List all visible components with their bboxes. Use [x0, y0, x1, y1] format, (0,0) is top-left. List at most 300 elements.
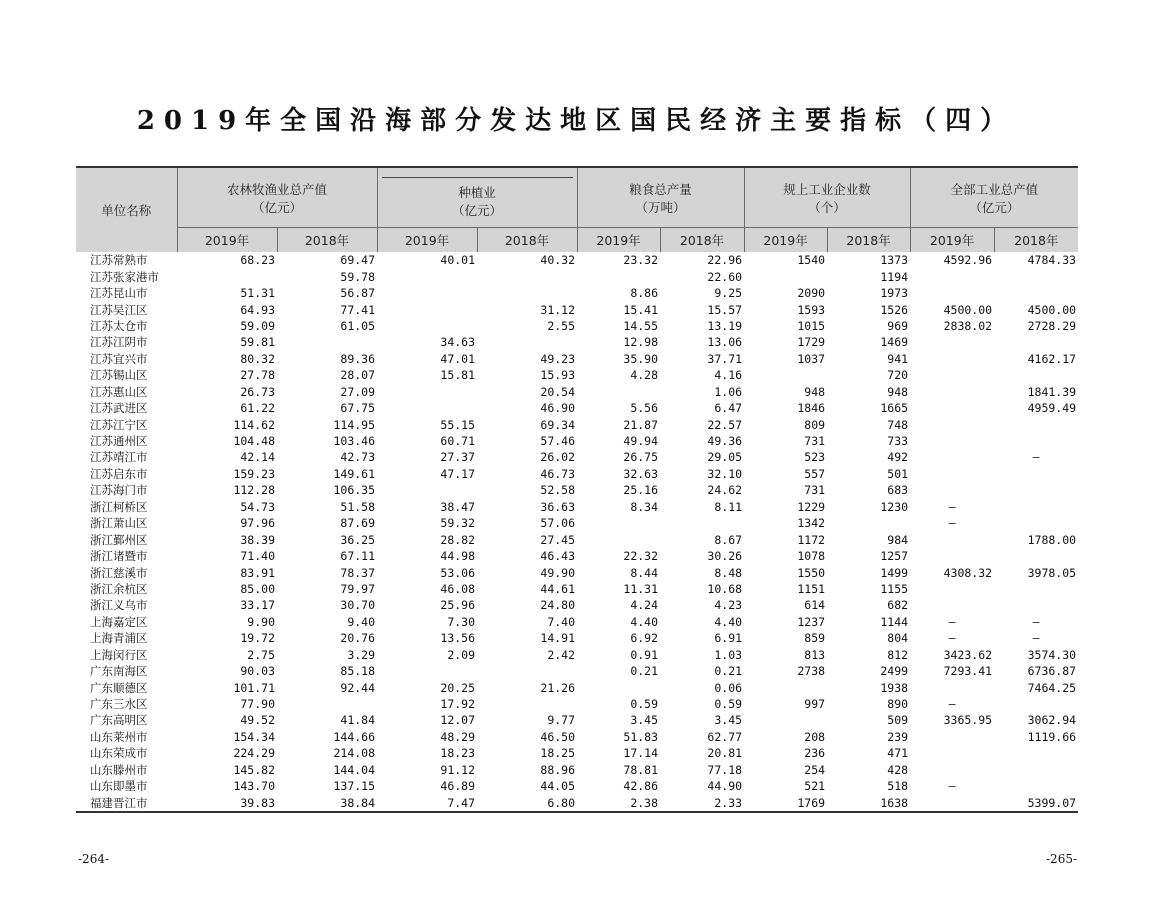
- value-cell: [910, 581, 994, 597]
- value-cell: 8.34: [630, 499, 659, 514]
- value-cell: 54.73: [240, 499, 275, 514]
- value-cell: 19.72: [240, 631, 275, 646]
- value-cell: 804: [887, 631, 909, 646]
- value-cell: 3062.94: [1027, 713, 1077, 728]
- value-cell: [910, 334, 994, 350]
- value-cell: 38.84: [277, 794, 377, 811]
- value-cell: [377, 301, 477, 317]
- value-cell: [744, 712, 827, 728]
- header-group-crop-label: 种植业 （亿元）: [382, 177, 573, 219]
- value-cell: 9.90: [247, 614, 275, 629]
- value-cell: 7.30: [447, 614, 476, 629]
- header-group-grain: [577, 167, 744, 228]
- value-cell: 44.98: [440, 549, 476, 564]
- value-cell: 8.11: [714, 499, 743, 514]
- value-cell: 79.97: [340, 581, 376, 596]
- header-year: 2019年: [577, 228, 660, 253]
- unit-name-cell: 江苏张家港市: [90, 269, 159, 284]
- value-cell: 71.40: [240, 549, 275, 564]
- value-cell: [994, 745, 1078, 761]
- value-cell: 24.62: [707, 483, 743, 498]
- table-row: [76, 630, 1078, 646]
- value-cell: 85.00: [240, 581, 275, 596]
- value-cell: 1194: [880, 269, 909, 284]
- page-number-right: -265-: [1046, 852, 1078, 866]
- unit-name-cell: 广东南海区: [90, 664, 148, 679]
- value-cell: 21.87: [623, 417, 659, 432]
- value-cell: [994, 466, 1078, 482]
- value-cell: 748: [887, 417, 909, 432]
- value-cell: 32.10: [707, 466, 743, 481]
- header-year: 2019年: [177, 228, 277, 253]
- value-cell: 13.56: [440, 631, 476, 646]
- value-cell: 61.22: [240, 401, 275, 416]
- header-year: 2018年: [477, 228, 577, 253]
- value-cell: 4308.32: [943, 565, 993, 580]
- value-cell: [910, 482, 994, 498]
- unit-name-cell: 江苏武进区: [90, 401, 148, 416]
- value-cell: 4500.00: [943, 302, 993, 317]
- value-cell: 17.92: [440, 697, 476, 712]
- value-cell: [910, 597, 994, 613]
- value-cell: 35.90: [623, 351, 659, 366]
- value-cell: [994, 334, 1078, 350]
- unit-name-cell: 广东顺德区: [90, 680, 148, 695]
- value-cell: 5399.07: [994, 794, 1078, 811]
- value-cell: 4.40: [630, 614, 659, 629]
- value-cell: 15.57: [707, 302, 743, 317]
- value-cell: 0.21: [630, 664, 659, 679]
- value-cell: 6.91: [714, 631, 743, 646]
- table-row: [76, 515, 1078, 531]
- unit-name-cell: 浙江余杭区: [90, 581, 148, 596]
- value-cell: 27.09: [340, 384, 376, 399]
- value-cell: –: [948, 779, 956, 794]
- table-row: [76, 367, 1078, 383]
- value-cell: 859: [804, 631, 826, 646]
- value-cell: [910, 351, 994, 367]
- value-cell: 112.28: [233, 483, 275, 498]
- value-cell: 984: [887, 532, 909, 547]
- header-group-industry: [910, 167, 1078, 228]
- value-cell: 30.26: [707, 549, 743, 564]
- table-row: [76, 416, 1078, 432]
- value-cell: 24.80: [540, 598, 576, 613]
- value-cell: [377, 482, 477, 498]
- value-cell: 27.78: [240, 368, 275, 383]
- value-cell: [477, 663, 577, 679]
- value-cell: 1638: [827, 794, 910, 811]
- value-cell: 39.83: [177, 794, 277, 811]
- value-cell: 3978.05: [1027, 565, 1077, 580]
- value-cell: 4959.49: [1027, 401, 1077, 416]
- value-cell: 26.73: [240, 384, 275, 399]
- unit-name-cell: 江苏常熟市: [90, 253, 148, 268]
- value-cell: 17.14: [623, 746, 659, 761]
- value-cell: 4.16: [714, 368, 743, 383]
- value-cell: 1237: [797, 614, 826, 629]
- value-cell: 2738: [797, 664, 826, 679]
- value-cell: 3.45: [630, 713, 659, 728]
- value-cell: 57.06: [540, 516, 576, 531]
- value-cell: [277, 334, 377, 350]
- value-cell: 20.25: [440, 680, 476, 695]
- value-cell: [910, 548, 994, 564]
- header-year: 2018年: [277, 228, 377, 253]
- value-cell: [994, 268, 1078, 284]
- value-cell: [994, 696, 1078, 712]
- value-cell: 1846: [797, 401, 826, 416]
- value-cell: 49.36: [707, 434, 743, 449]
- value-cell: 143.70: [233, 779, 275, 794]
- value-cell: 428: [887, 762, 909, 777]
- value-cell: 59.78: [340, 269, 376, 284]
- unit-name-cell: 山东莱州市: [90, 729, 148, 744]
- value-cell: 4.40: [714, 614, 743, 629]
- table-row: [76, 482, 1078, 498]
- value-cell: 34.63: [440, 335, 476, 350]
- value-cell: 27.37: [440, 450, 476, 465]
- value-cell: [477, 268, 577, 284]
- value-cell: 20.81: [707, 746, 743, 761]
- value-cell: [910, 384, 994, 400]
- value-cell: [994, 285, 1078, 301]
- value-cell: 64.93: [240, 302, 275, 317]
- value-cell: 41.84: [340, 713, 376, 728]
- value-cell: 42.14: [240, 450, 275, 465]
- unit-name-cell: 广东三水区: [90, 697, 148, 712]
- value-cell: [377, 384, 477, 400]
- value-cell: 28.82: [440, 532, 476, 547]
- unit-name-cell: 山东荣成市: [90, 746, 148, 761]
- value-cell: 2.75: [247, 647, 275, 662]
- value-cell: 557: [804, 466, 826, 481]
- value-cell: 0.91: [630, 647, 659, 662]
- unit-name-cell: 江苏锡山区: [90, 368, 148, 383]
- value-cell: 62.77: [707, 729, 743, 744]
- value-cell: 2728.29: [1027, 318, 1077, 333]
- value-cell: [377, 285, 477, 301]
- value-cell: 731: [804, 434, 826, 449]
- header-group-grain-label: 粮食总产量 （万吨）: [629, 181, 692, 215]
- value-cell: 2.55: [547, 318, 576, 333]
- value-cell: [994, 499, 1078, 515]
- table-row: [76, 449, 1078, 465]
- value-cell: 46.90: [540, 401, 576, 416]
- value-cell: 2.38: [577, 794, 660, 811]
- value-cell: 812: [887, 647, 909, 662]
- value-cell: 1342: [797, 516, 826, 531]
- value-cell: [577, 384, 660, 400]
- value-cell: [910, 367, 994, 383]
- table-row: [76, 679, 1078, 695]
- value-cell: 1144: [880, 614, 909, 629]
- value-cell: 103.46: [333, 434, 376, 449]
- value-cell: 3574.30: [1027, 647, 1077, 662]
- value-cell: [994, 597, 1078, 613]
- value-cell: [994, 482, 1078, 498]
- table-row: [76, 745, 1078, 761]
- value-cell: 0.59: [714, 697, 743, 712]
- value-cell: 1257: [880, 549, 909, 564]
- indicator-table: [76, 166, 1078, 813]
- unit-name-cell: 浙江义乌市: [90, 598, 148, 613]
- value-cell: 4592.96: [943, 253, 993, 268]
- value-cell: 106.35: [333, 483, 376, 498]
- value-cell: 1037: [797, 351, 826, 366]
- value-cell: [910, 729, 994, 745]
- unit-name-cell: 浙江慈溪市: [90, 565, 148, 580]
- value-cell: 4784.33: [1027, 253, 1077, 268]
- value-cell: 1526: [880, 302, 909, 317]
- value-cell: 0.06: [714, 680, 743, 695]
- value-cell: 1172: [797, 532, 826, 547]
- table-row: [76, 318, 1078, 334]
- value-cell: 78.81: [623, 762, 659, 777]
- value-cell: 59.32: [440, 516, 476, 531]
- value-cell: 509: [887, 713, 909, 728]
- value-cell: 9.40: [347, 614, 376, 629]
- value-cell: 8.86: [630, 286, 659, 301]
- value-cell: –: [948, 516, 956, 531]
- value-cell: 7.40: [547, 614, 576, 629]
- value-cell: 6.47: [714, 401, 743, 416]
- value-cell: 7464.25: [1027, 680, 1077, 695]
- value-cell: 492: [887, 450, 909, 465]
- value-cell: 26.75: [623, 450, 659, 465]
- table-row: [76, 729, 1078, 745]
- value-cell: 77.90: [240, 697, 275, 712]
- value-cell: 20.54: [540, 384, 576, 399]
- value-cell: 614: [804, 598, 826, 613]
- value-cell: 38.47: [440, 499, 476, 514]
- value-cell: 239: [887, 729, 909, 744]
- value-cell: 13.19: [707, 318, 743, 333]
- value-cell: 55.15: [440, 417, 476, 432]
- unit-name-cell: 浙江萧山区: [90, 516, 148, 531]
- header-group-enterprises: [744, 167, 910, 228]
- value-cell: 36.63: [540, 499, 576, 514]
- unit-name-cell: 江苏启东市: [90, 466, 148, 481]
- value-cell: 682: [887, 598, 909, 613]
- unit-name-cell: 山东滕州市: [90, 762, 148, 777]
- value-cell: 49.23: [540, 351, 576, 366]
- unit-name-cell: 江苏江阴市: [90, 335, 148, 350]
- value-cell: 56.87: [340, 286, 376, 301]
- value-cell: 2090: [797, 286, 826, 301]
- table-row: [76, 252, 1078, 268]
- value-cell: 22.60: [707, 269, 743, 284]
- value-cell: –: [948, 697, 956, 712]
- value-cell: 3423.62: [943, 647, 993, 662]
- value-cell: 13.06: [707, 335, 743, 350]
- value-cell: 8.67: [714, 532, 743, 547]
- table-row: [76, 548, 1078, 564]
- value-cell: 471: [887, 746, 909, 761]
- header-year: 2018年: [994, 228, 1078, 253]
- value-cell: 969: [887, 318, 909, 333]
- header-group-enterprises-label: 规上工业企业数 （个）: [783, 181, 871, 215]
- value-cell: 144.04: [333, 762, 376, 777]
- indicator-table-wrapper: [76, 166, 1078, 813]
- value-cell: 144.66: [333, 729, 376, 744]
- value-cell: 8.48: [714, 565, 743, 580]
- table-row: [76, 597, 1078, 613]
- table-row: [76, 285, 1078, 301]
- value-cell: 0.21: [714, 664, 743, 679]
- value-cell: 1769: [744, 794, 827, 811]
- value-cell: 1841.39: [1027, 384, 1077, 399]
- value-cell: 42.86: [623, 779, 659, 794]
- value-cell: 1499: [880, 565, 909, 580]
- value-cell: 1373: [880, 253, 909, 268]
- table-row: [76, 466, 1078, 482]
- value-cell: 997: [804, 697, 826, 712]
- value-cell: 1151: [797, 581, 826, 596]
- value-cell: 9.25: [714, 286, 743, 301]
- value-cell: 12.07: [440, 713, 476, 728]
- value-cell: 59.81: [240, 335, 275, 350]
- value-cell: 3.45: [714, 713, 743, 728]
- table-row: [76, 647, 1078, 663]
- value-cell: 26.02: [540, 450, 576, 465]
- value-cell: 47.17: [440, 466, 476, 481]
- value-cell: [277, 696, 377, 712]
- value-cell: 46.89: [440, 779, 476, 794]
- value-cell: [910, 416, 994, 432]
- table-row: [76, 614, 1078, 630]
- value-cell: 69.34: [540, 417, 576, 432]
- value-cell: 145.82: [233, 762, 275, 777]
- unit-name-cell: 江苏宜兴市: [90, 351, 148, 366]
- value-cell: 78.37: [340, 565, 376, 580]
- value-cell: 224.29: [233, 746, 275, 761]
- value-cell: [377, 400, 477, 416]
- value-cell: 1155: [880, 581, 909, 596]
- value-cell: 21.26: [540, 680, 576, 695]
- value-cell: 51.58: [340, 499, 376, 514]
- value-cell: 51.83: [623, 729, 659, 744]
- table-row: [76, 762, 1078, 778]
- value-cell: [744, 679, 827, 695]
- value-cell: 0.59: [630, 697, 659, 712]
- value-cell: 1593: [797, 302, 826, 317]
- value-cell: 27.45: [540, 532, 576, 547]
- value-cell: 149.61: [333, 466, 376, 481]
- value-cell: [910, 466, 994, 482]
- header-year: 2019年: [910, 228, 994, 253]
- value-cell: 521: [804, 779, 826, 794]
- value-cell: 53.06: [440, 565, 476, 580]
- value-cell: [377, 318, 477, 334]
- value-cell: 9.77: [547, 713, 576, 728]
- unit-name-cell: 江苏通州区: [90, 434, 148, 449]
- value-cell: 1729: [797, 335, 826, 350]
- value-cell: 3.29: [347, 647, 376, 662]
- value-cell: 1973: [880, 286, 909, 301]
- value-cell: 518: [887, 779, 909, 794]
- value-cell: –: [948, 614, 956, 629]
- value-cell: 733: [887, 434, 909, 449]
- value-cell: 44.90: [707, 779, 743, 794]
- value-cell: 85.18: [340, 664, 376, 679]
- header-group-crop: [377, 167, 577, 228]
- value-cell: [377, 663, 477, 679]
- unit-name-cell: 浙江鄞州区: [90, 532, 148, 547]
- value-cell: 14.91: [540, 631, 576, 646]
- value-cell: 68.23: [240, 253, 275, 268]
- value-cell: [994, 778, 1078, 794]
- value-cell: 46.50: [540, 729, 576, 744]
- header-year: 2019年: [377, 228, 477, 253]
- unit-name-cell: 江苏惠山区: [90, 384, 148, 399]
- unit-name-cell: 江苏海门市: [90, 483, 148, 498]
- value-cell: [994, 581, 1078, 597]
- value-cell: 67.11: [340, 549, 376, 564]
- value-cell: [477, 696, 577, 712]
- value-cell: 37.71: [707, 351, 743, 366]
- value-cell: 31.12: [540, 302, 576, 317]
- value-cell: 49.90: [540, 565, 576, 580]
- value-cell: 44.61: [540, 581, 576, 596]
- value-cell: 48.29: [440, 729, 476, 744]
- table-row: [76, 301, 1078, 317]
- header-group-industry-label: 全部工业总产值 （亿元）: [950, 181, 1039, 215]
- value-cell: 51.31: [240, 286, 275, 301]
- header-year: 2019年: [744, 228, 827, 253]
- value-cell: 2499: [880, 664, 909, 679]
- value-cell: 1078: [797, 549, 826, 564]
- value-cell: [994, 515, 1078, 531]
- table-row: [76, 581, 1078, 597]
- value-cell: 2.09: [447, 647, 476, 662]
- value-cell: 1550: [797, 565, 826, 580]
- value-cell: 22.96: [707, 253, 743, 268]
- page-number-left: -264-: [78, 852, 110, 866]
- value-cell: 14.55: [623, 318, 659, 333]
- value-cell: 15.93: [540, 368, 576, 383]
- unit-name-cell: 江苏太仓市: [90, 318, 148, 333]
- value-cell: 30.70: [340, 598, 376, 613]
- value-cell: 12.98: [623, 335, 659, 350]
- value-cell: [994, 433, 1078, 449]
- table-body: [76, 252, 1078, 812]
- value-cell: [994, 548, 1078, 564]
- value-cell: –: [1032, 450, 1040, 465]
- value-cell: [910, 268, 994, 284]
- value-cell: 114.95: [333, 417, 376, 432]
- value-cell: 104.48: [233, 434, 275, 449]
- value-cell: 101.71: [233, 680, 275, 695]
- value-cell: 523: [804, 450, 826, 465]
- value-cell: 60.71: [440, 434, 476, 449]
- value-cell: 7293.41: [943, 664, 993, 679]
- value-cell: 11.31: [623, 581, 659, 596]
- value-cell: [577, 515, 660, 531]
- value-cell: [577, 679, 660, 695]
- value-cell: [660, 515, 744, 531]
- value-cell: 254: [804, 762, 826, 777]
- value-cell: [377, 268, 477, 284]
- value-cell: 23.32: [623, 253, 659, 268]
- value-cell: 44.05: [540, 779, 576, 794]
- value-cell: –: [1032, 631, 1040, 646]
- value-cell: [910, 531, 994, 547]
- value-cell: 4162.17: [1027, 351, 1077, 366]
- value-cell: 501: [887, 466, 909, 481]
- value-cell: 47.01: [440, 351, 476, 366]
- value-cell: [910, 745, 994, 761]
